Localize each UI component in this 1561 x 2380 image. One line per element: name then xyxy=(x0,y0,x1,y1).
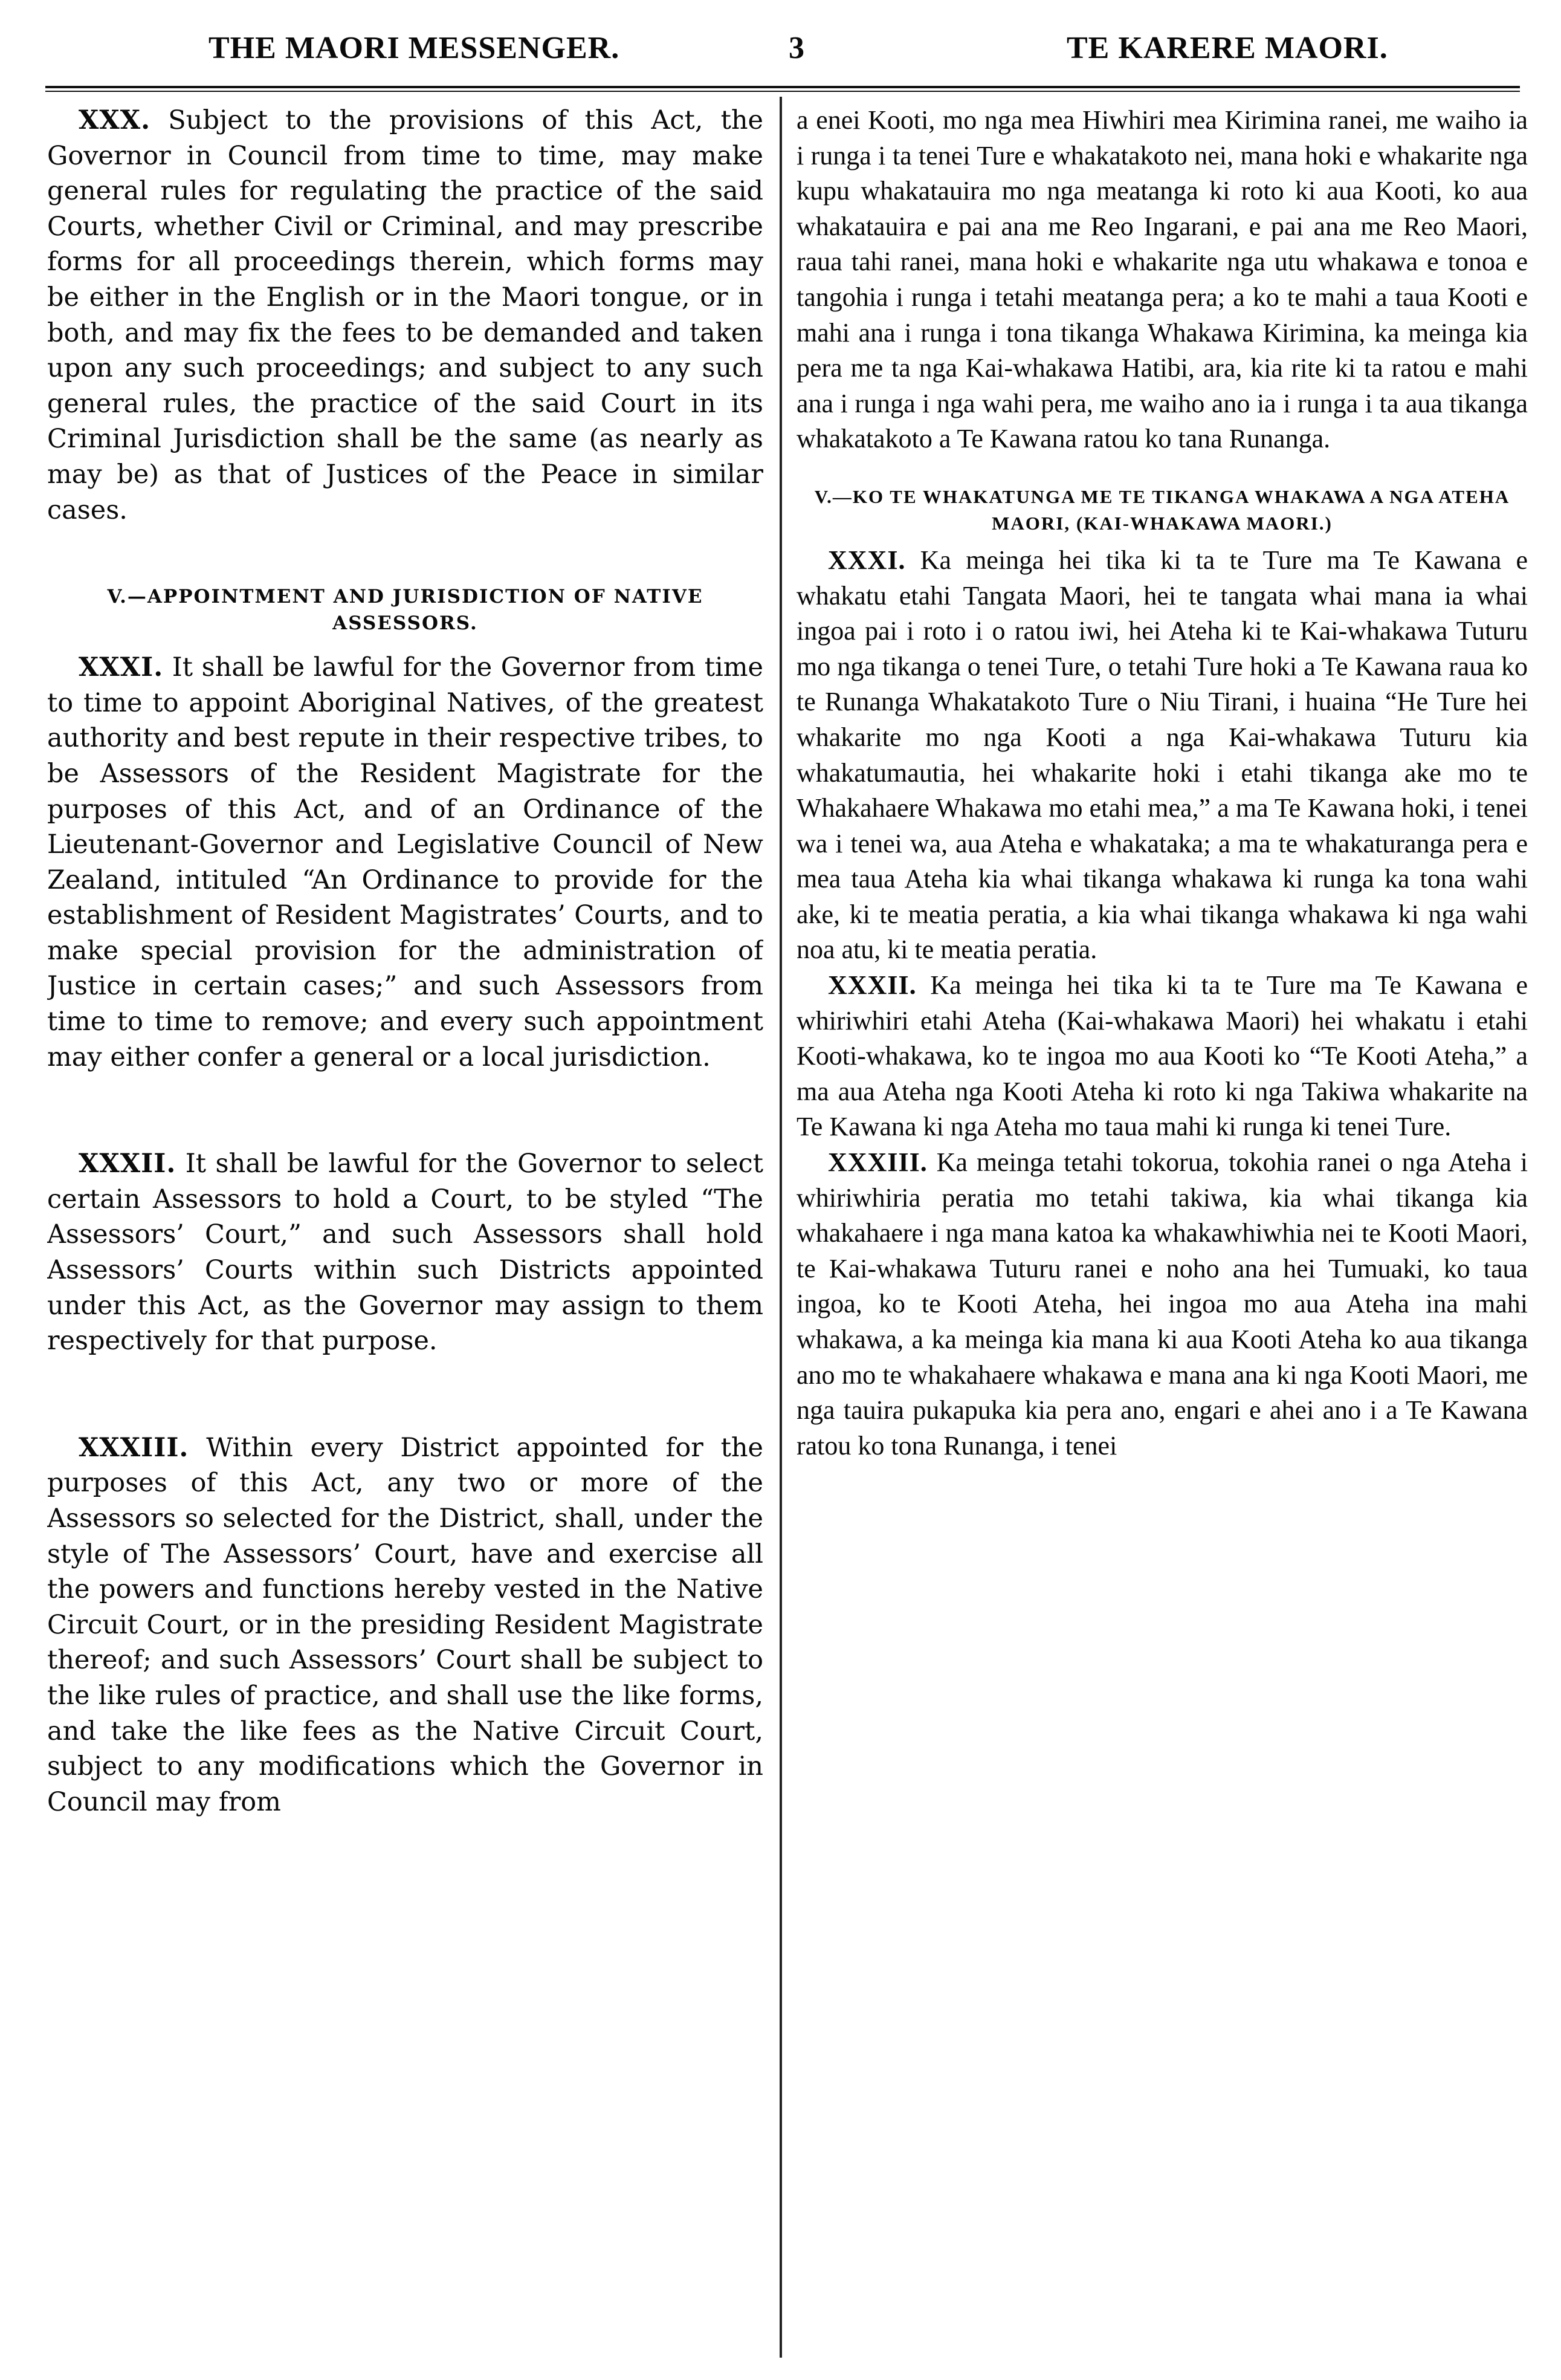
section-31-en xyxy=(47,650,763,1075)
page-number: 3 xyxy=(789,31,805,65)
running-header xyxy=(0,18,1561,85)
section-32-en xyxy=(47,1146,763,1359)
section-33-mi xyxy=(797,1145,1528,1464)
header-rule xyxy=(45,86,1520,92)
section-text: Ka meinga tetahi tokorua, tokohia ranei o nga Ateha i whiriwhiria peratia mo tetahi takiwa, kia whai tikanga kia whakahaere i nga mana katoa ka whakawhiwhia nei te Kooti Maori, te Kai-whakawa Tuturu ranei e noho ana hei Tumuaki, ko taua ingoa, ko te Kooti Ateha, hei ingoa mo aua Ateha ina mahi whakawa, a ka meinga kia mana ki aua Kooti Ateha ko aua tikanga ano mo te whakahaere whakawa e mana ana ki nga Kooti Maori, me nga tauira pukapuka kia pera ano, engari e ahei ano i a Te Kawana ratou ko tona Runanga, i tenei xyxy=(797,1147,1528,1461)
section-31-mi xyxy=(797,543,1528,968)
section-32-mi xyxy=(797,968,1528,1145)
section-number: XXXIII. xyxy=(828,1147,928,1178)
section-text: a enei Kooti, mo nga mea Hiwhiri mea Kirimina ranei, me waiho ia i runga i ta tenei Ture e whakatakoto nei, mana hoki e whakarite nga kupu whakatauira mo nga meatanga ki roto ki aua Kooti, ko aua whakatauira e pai ana me Reo Ingarani, e pai ana me Reo Maori, raua tahi ranei, mana hoki e whakarite nga utu whakawa e tonoa e tangohia i runga i tetahi meatanga pera; a ko te mahi a taua Kooti e mahi ana i runga i tona tikanga Whakawa Kirimina, ka meinga kia pera me ta nga Kai-whakawa Hatibi, ara, kia rite ki ta ratou e mahi ana i runga i nga wahi pera, me waiho ano ia i runga i ta aua tikanga whakatakoto a Te Kawana ratou ko tana Runanga. xyxy=(797,105,1528,454)
section-30-en xyxy=(47,103,763,528)
masthead-english: THE MAORI MESSENGER. xyxy=(208,31,620,65)
section-33-en xyxy=(47,1430,763,1820)
masthead-maori: TE KARERE MAORI. xyxy=(1067,31,1388,65)
section-text: It shall be lawful for the Governor to select certain Assessors to hold a Court, to be styled “The Assessors’ Court,” and such Assessors shall hold Assessors’ Courts within such Districts appointed under this Act, as the Governor may assign to them respectively for that purpose. xyxy=(47,1149,763,1357)
section-number: XXX. xyxy=(79,105,151,135)
section-text: Subject to the provisions of this Act, the Governor in Council from time to time, may make general rules for regulating the practice of the said Courts, whether Civil or Criminal, and may prescribe forms for all proceedings therein, which forms may be either in the English or in the Maori tongue, or in both, and may fix the fees to be demanded and taken upon any such proceedings; and subject to any such general rules, the practice of the said Court in its Criminal Jurisdiction shall be the same (as nearly as may be) as that of Justices of the Peace in similar cases. xyxy=(47,105,763,525)
section-number: XXXII. xyxy=(79,1149,176,1179)
section-30-mi xyxy=(797,103,1528,457)
section-text: It shall be lawful for the Governor from time to time to appoint Aboriginal Natives, of the greatest authority and best repute in their respective tribes, to be Assessors of the Resident Magistrate for the purposes of this Act, and of an Ordinance of the Lieutenant-Governor and Legislative Council of New Zealand, intituled “An Ordinance to provide for the establishment of Resident Magistrates’ Courts, and to make special provision for the administration of Justice in certain cases;” and such Assessors from time to time to remove; and every such appointment may either confer a general or a local jurisdiction. xyxy=(47,652,763,1072)
column-divider xyxy=(780,97,782,2358)
section-text: Within every District appointed for the purposes of this Act, any two or more of the Assessors so selected for the District, shall, under the style of The Assessors’ Court, have and exercise all the powers and functions hereby vested in the Native Circuit Court, or in the presiding Resident Magistrate thereof; and such Assessors’ Court shall be subject to the like rules of practice, and shall use the like forms, and take the like fees as the Native Circuit Court, subject to any modifications which the Governor in Council may from xyxy=(47,1432,763,1817)
english-column xyxy=(47,103,763,2364)
part-heading-en: V.—APPOINTMENT AND JURISDICTION OF NATIVE ASSESSORS. xyxy=(107,586,703,635)
section-number: XXXII. xyxy=(828,970,917,1000)
section-number: XXXI. xyxy=(828,545,906,575)
section-text: Ka meinga hei tika ki ta te Ture ma Te Kawana e whiriwhiri etahi Ateha (Kai-whakawa Maori) hei whakatu i etahi Kooti-whakawa, ko te ingoa mo aua Kooti ko “Te Kooti Ateha,” a ma aua Ateha nga Kooti Ateha ki roto ki nga Takiwa whakarite na Te Kawana ki nga Ateha mo taua mahi ki runga ki tenei Ture. xyxy=(797,970,1528,1142)
section-number: XXXIII. xyxy=(79,1432,189,1463)
section-number: XXXI. xyxy=(79,652,164,683)
section-text: Ka meinga hei tika ki ta te Ture ma Te Kawana e whakatu etahi Tangata Maori, hei te tangata whai mana ia whai ingoa pai i roto i o ratou iwi, hei Ateha ki te Kai-whakawa Tuturu mo nga tikanga o tenei Ture, o tetahi Ture hoki a Te Kawana raua ko te Runanga Whakatakoto Ture o Niu Tirani, i huaina “He Ture hei whakarite mo nga Kooti a nga Kai-whakawa Tuturu kia whakatumautia, hei whakarite hoki i etahi tikanga ake mo te Whakahaere Whakawa mo etahi mea,” a ma Te Kawana hoki, i tenei wa i tenei wa, aua Ateha e whakataka; a ma te whakaturanga pera e mea taua Ateha kia whai tikanga whakawa ki runga ka tona wahi ake, ki te meatia peratia, a kia whai tikanga whakawa ki nga wahi noa atu, ki te meatia peratia. xyxy=(797,545,1528,965)
maori-column xyxy=(797,103,1528,2364)
part-heading-mi: V.—KO TE WHAKATUNGA ME TE TIKANGA WHAKAWA A NGA ATEHA MAORI, (KAI-WHAKAWA MAORI.) xyxy=(814,485,1510,534)
